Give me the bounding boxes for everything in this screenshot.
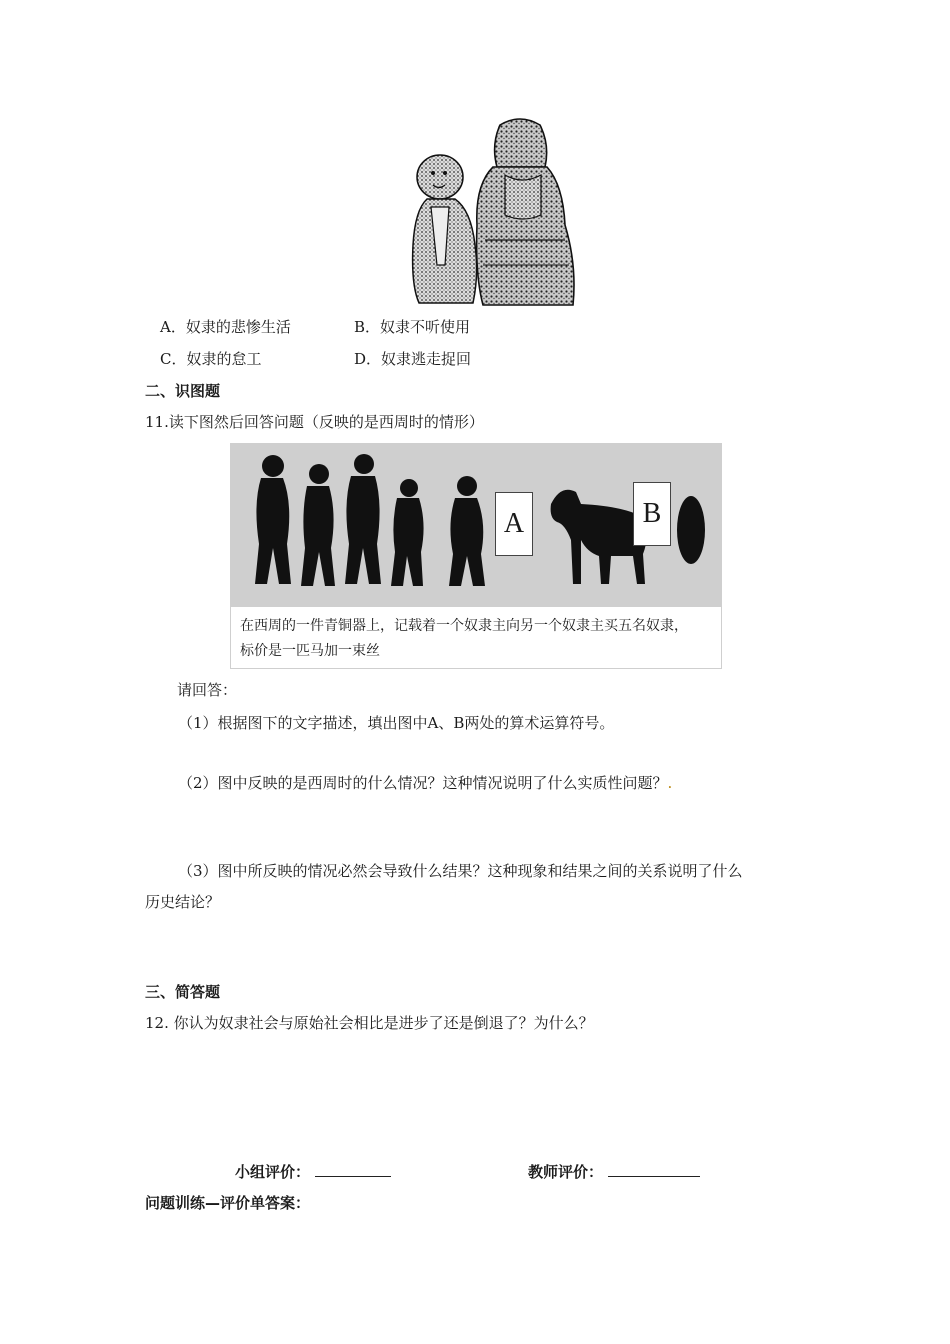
slave-figurines-illustration xyxy=(405,115,580,307)
figure-caption-line2: 标价是一匹马加一束丝 xyxy=(240,643,380,659)
figurines-image xyxy=(405,115,580,307)
figure-caption xyxy=(240,614,688,664)
sub-question-3-line1: （3）图中所反映的情况必然会导致什么结果？这种现象和结果之间的关系说明了什么 xyxy=(178,862,743,880)
teacher-evaluation-blank[interactable] xyxy=(608,1160,700,1177)
silk-bundle-silhouette xyxy=(677,496,705,564)
answer-prompt: 请回答： xyxy=(177,681,238,699)
label-b-box: B xyxy=(633,482,671,546)
group-evaluation-label: 小组评价： xyxy=(235,1163,311,1181)
figure-caption-line1: 在西周的一件青铜器上，记载着一个奴隶主向另一个奴隶主买五名奴隶， xyxy=(240,618,688,634)
sub-question-1: （1）根据图下的文字描述，填出图中A、B两处的算术运算符号。 xyxy=(178,714,615,732)
option-d: D．奴隶逃走捉回 xyxy=(354,350,472,368)
sub-question-3-line2: 历史结论？ xyxy=(145,893,221,911)
question11-prompt: 11.读下图然后回答问题（反映的是西周时的情形） xyxy=(145,413,484,431)
slave-trade-figure xyxy=(230,443,722,669)
slave-silhouettes xyxy=(255,454,485,586)
option-c: C．奴隶的怠工 xyxy=(160,350,262,368)
sub-question-2 xyxy=(178,773,672,793)
teacher-evaluation xyxy=(528,1160,700,1182)
group-evaluation-blank[interactable] xyxy=(315,1160,391,1177)
section2-heading: 二、识图题 xyxy=(145,382,221,400)
dot-mark: . xyxy=(667,774,673,792)
figure-silhouettes-panel xyxy=(231,444,721,607)
sub-question-2-text: （2）图中反映的是西周时的什么情况？这种情况说明了什么实质性问题？ xyxy=(178,774,668,792)
label-a-box: A xyxy=(495,492,533,556)
question12: 12. 你认为奴隶社会与原始社会相比是进步了还是倒退了？为什么？ xyxy=(145,1014,594,1032)
option-a: A．奴隶的悲惨生活 xyxy=(160,318,291,336)
teacher-evaluation-label: 教师评价： xyxy=(528,1163,604,1181)
answer-heading: 问题训练—评价单答案： xyxy=(145,1194,311,1212)
option-b: B．奴隶不听使用 xyxy=(354,318,471,336)
group-evaluation xyxy=(235,1160,391,1182)
section3-heading: 三、简答题 xyxy=(145,983,221,1001)
